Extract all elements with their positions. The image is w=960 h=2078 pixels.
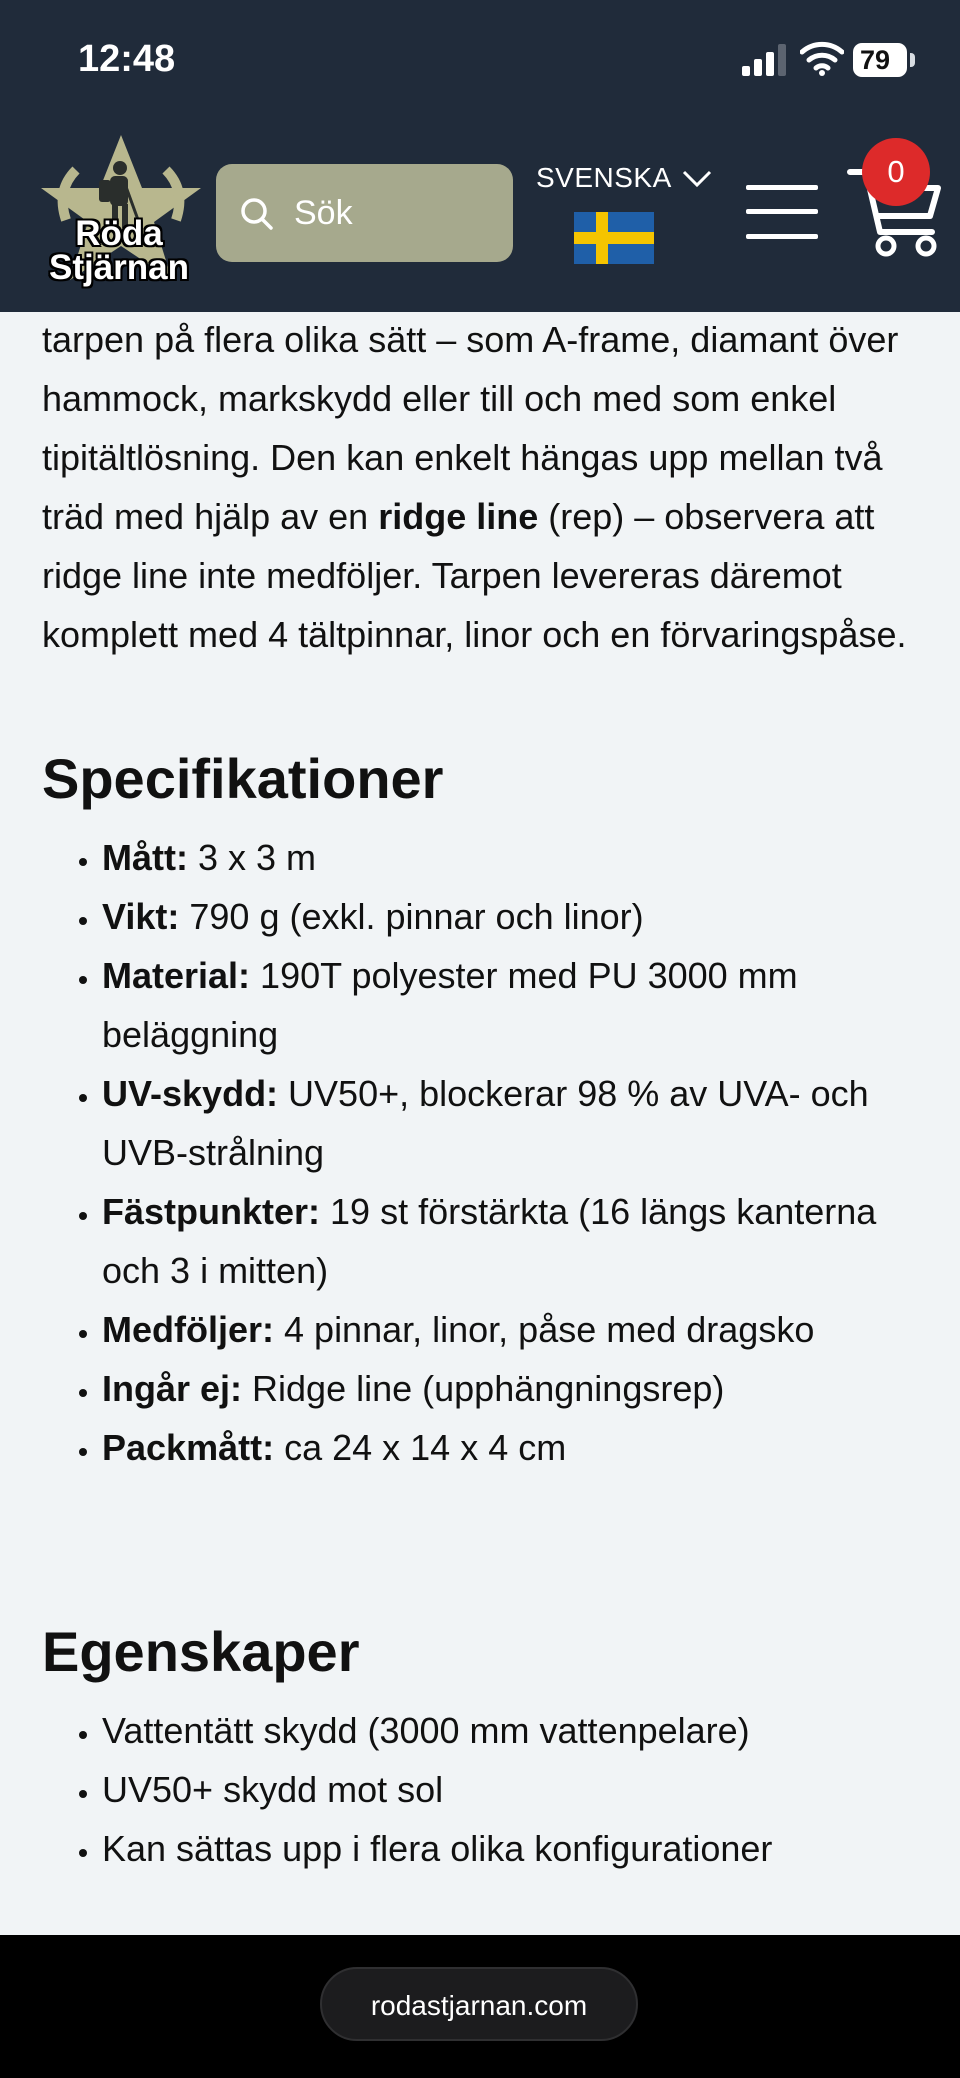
search-placeholder: Sök [294,194,353,232]
feature-item: • Vattentätt skydd (3000 mm vattenpelare) [102,1701,922,1760]
spec-item [102,946,922,1064]
spec-item [102,1064,922,1182]
language-selector[interactable]: SVENSKA [536,162,672,193]
spec-item [102,1418,922,1477]
intro-text-end: (rep) – observera att ridge line inte medföljer. Tarpen levereras däremot komplett med 4 tältpinnar, linor och en förvaringspåse. [42,496,907,655]
specifications-heading: Specifikationer [42,747,444,810]
spec-value: 190T polyester med PU 3000 mm beläggning [102,955,798,1055]
product-description [42,310,922,1878]
spec-value: 4 pinnar, linor, påse med dragsko [274,1309,815,1350]
feature-item: • UV50+ skydd mot sol [102,1760,922,1819]
site-header [0,0,960,312]
spec-item [102,1182,922,1300]
battery-icon [853,43,907,77]
spec-label: Fästpunkter: [102,1191,321,1232]
features-heading: Egenskaper [42,1620,360,1683]
spec-value: ca 24 x 14 x 4 cm [274,1427,567,1468]
spec-label: Packmått: [102,1427,275,1468]
spec-label: Ingår ej: [102,1368,243,1409]
feature-item: • Kan sättas upp i flera olika konfigurationer [102,1819,922,1878]
logo-text-line1[interactable]: Röda [75,214,163,253]
battery-level: 79 [859,45,891,75]
spec-item [102,1300,922,1359]
spec-label: UV-skydd: [102,1073,279,1114]
chevron-down-icon[interactable] [682,170,712,188]
features-list [42,1701,922,1878]
spec-value: Ridge line (upphängningsrep) [242,1368,725,1409]
signal-icon [742,44,788,76]
hamburger-menu-icon[interactable] [746,183,818,241]
spec-item [102,887,922,946]
battery-tip [910,53,915,67]
spec-label: Vikt: [102,896,180,937]
status-time: 12:48 [78,38,176,80]
intro-text: tarpen på flera olika sätt – som A-frame, diamant över hammock, markskydd eller till och med som enkel tipitältlösning. Den kan enkelt hängas upp mellan två träd med hjälp av en [42,319,899,537]
spec-value: 790 g (exkl. pinnar och linor) [179,896,644,937]
logo-text-line2[interactable]: Stjärnan [48,248,190,287]
search-icon [240,197,274,231]
spec-item [102,1359,922,1418]
specifications-list [42,828,922,1477]
swedish-flag-icon[interactable] [574,212,654,264]
spec-label: Material: [102,955,251,996]
address-bar[interactable]: rodastjarnan.com [320,1967,638,2041]
spec-item [102,828,922,887]
spec-value: 19 st förstärkta (16 längs kanterna och 3 i mitten) [102,1191,877,1291]
cart-count-badge[interactable]: 0 [862,138,930,206]
spec-label: Medföljer: [102,1309,275,1350]
search-input[interactable] [216,164,513,262]
wifi-icon [800,40,844,76]
intro-bold-term: ridge line [378,496,539,537]
spec-value: UV50+, blockerar 98 % av UVA- och UVB-strålning [102,1073,869,1173]
intro-paragraph [42,310,922,664]
spec-value: 3 x 3 m [187,837,317,878]
spec-label: Mått: [102,837,188,878]
